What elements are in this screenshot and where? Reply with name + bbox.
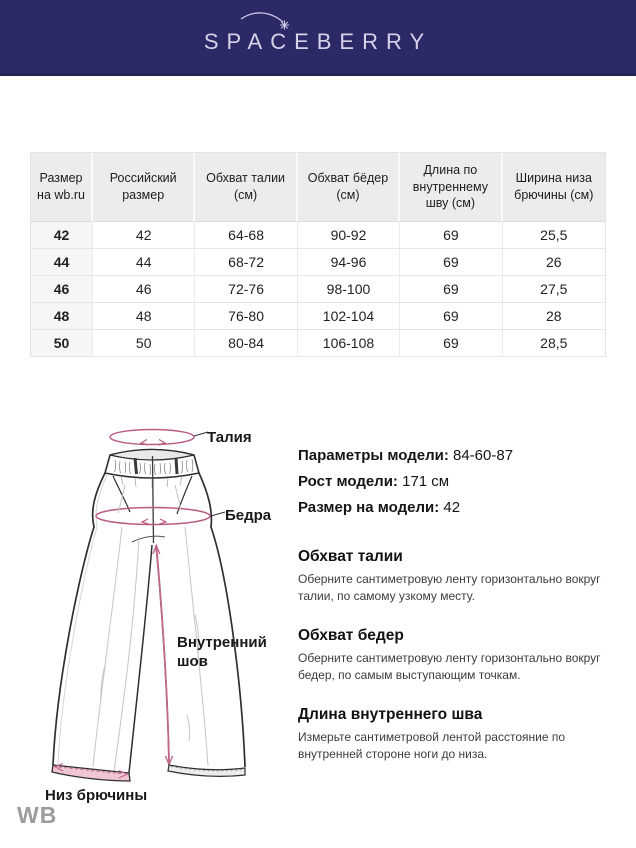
size-cell: 69 (400, 249, 502, 276)
size-cell: 98-100 (298, 276, 400, 303)
hips-label: Бедра (225, 507, 272, 524)
measure-block (298, 548, 632, 605)
left-outer-edge (53, 473, 105, 765)
size-cell: 106-108 (298, 330, 400, 356)
right-inner-edge (156, 545, 169, 765)
size-table-col-header: Обхват бёдер (см) (298, 153, 400, 222)
size-cell: 42 (93, 222, 195, 249)
right-hem (168, 765, 245, 776)
model-info-value: 171 см (402, 473, 450, 490)
size-cell: 102-104 (298, 303, 400, 330)
size-cell: 90-92 (298, 222, 400, 249)
model-info-value: 84-60-87 (453, 447, 514, 464)
size-cell: 69 (400, 222, 502, 249)
model-info-line (298, 469, 632, 495)
hem-label: Низ брючины (45, 787, 148, 804)
size-table-header-row (31, 153, 605, 222)
inner-seam-label: Внутренний шов (177, 634, 267, 670)
table-row (31, 330, 605, 356)
size-table-col-header: Размер на wb.ru (31, 153, 93, 222)
size-cell: 25,5 (503, 222, 605, 249)
model-info-line (298, 495, 632, 521)
crease-lines (93, 485, 208, 772)
size-cell-wb: 48 (31, 303, 93, 330)
measure-title: Длина внутреннего шва (298, 706, 483, 723)
size-table-col-header: Российский размер (93, 153, 195, 222)
size-cell: 48 (93, 303, 195, 330)
measure-text: Измерьте сантиметровой лентой расстояние по внутренней стороне ноги до низа. (298, 730, 565, 761)
measure-block (298, 627, 632, 684)
waist-pointer-line (194, 432, 208, 436)
measure-title: Обхват бедер (298, 627, 404, 644)
size-cell-wb: 42 (31, 222, 93, 249)
measure-guide (298, 548, 632, 763)
size-cell: 27,5 (503, 276, 605, 303)
size-cell: 28 (503, 303, 605, 330)
info-column (298, 443, 632, 785)
size-cell: 80-84 (195, 330, 297, 356)
model-info-value: 42 (443, 499, 461, 516)
size-table-body (31, 222, 605, 356)
size-cell: 72-76 (195, 276, 297, 303)
brand-name: SPACEBERRY (203, 28, 433, 54)
size-cell: 46 (93, 276, 195, 303)
size-cell: 94-96 (298, 249, 400, 276)
size-cell-wb: 46 (31, 276, 93, 303)
wb-watermark: WB (17, 802, 58, 828)
table-row (31, 222, 605, 249)
comet-star-icon (238, 9, 298, 35)
model-info-label: Размер на модели: (298, 499, 440, 516)
hips-pointer-line (211, 512, 225, 516)
brand-logo (204, 19, 432, 55)
measure-text: Оберните сантиметровую ленту горизонтально вокруг бедер, по самым выступающим точкам. (298, 651, 601, 682)
measure-text: Оберните сантиметровую ленту горизонтально вокруг талии, по самому узкому месту. (298, 572, 601, 603)
size-cell: 50 (93, 330, 195, 356)
size-table-col-header: Обхват талии (см) (195, 153, 297, 222)
size-table-section (30, 152, 606, 357)
size-cell: 68-72 (195, 249, 297, 276)
model-info-label: Рост модели: (298, 473, 398, 490)
table-row (31, 276, 605, 303)
model-info (298, 443, 632, 521)
model-info-line (298, 443, 632, 469)
size-cell: 69 (400, 303, 502, 330)
brand-header (0, 0, 636, 76)
left-inner-edge (129, 545, 152, 773)
model-info-label: Параметры модели: (298, 447, 449, 464)
table-row (31, 303, 605, 330)
size-cell: 69 (400, 276, 502, 303)
size-table (30, 152, 606, 357)
waist-label: Талия (207, 429, 252, 446)
size-cell: 64-68 (195, 222, 297, 249)
table-row (31, 249, 605, 276)
size-cell-wb: 50 (31, 330, 93, 356)
size-cell: 76-80 (195, 303, 297, 330)
size-table-col-header: Ширина низа брючины (см) (503, 153, 605, 222)
pants-diagram (35, 415, 307, 827)
measure-title: Обхват талии (298, 548, 403, 565)
size-table-col-header: Длина по внутреннему шву (см) (400, 153, 502, 222)
measure-block (298, 706, 632, 763)
waist-ellipse (110, 430, 194, 445)
size-cell: 69 (400, 330, 502, 356)
size-cell: 28,5 (503, 330, 605, 356)
size-cell: 26 (503, 249, 605, 276)
size-cell-wb: 44 (31, 249, 93, 276)
size-cell: 44 (93, 249, 195, 276)
